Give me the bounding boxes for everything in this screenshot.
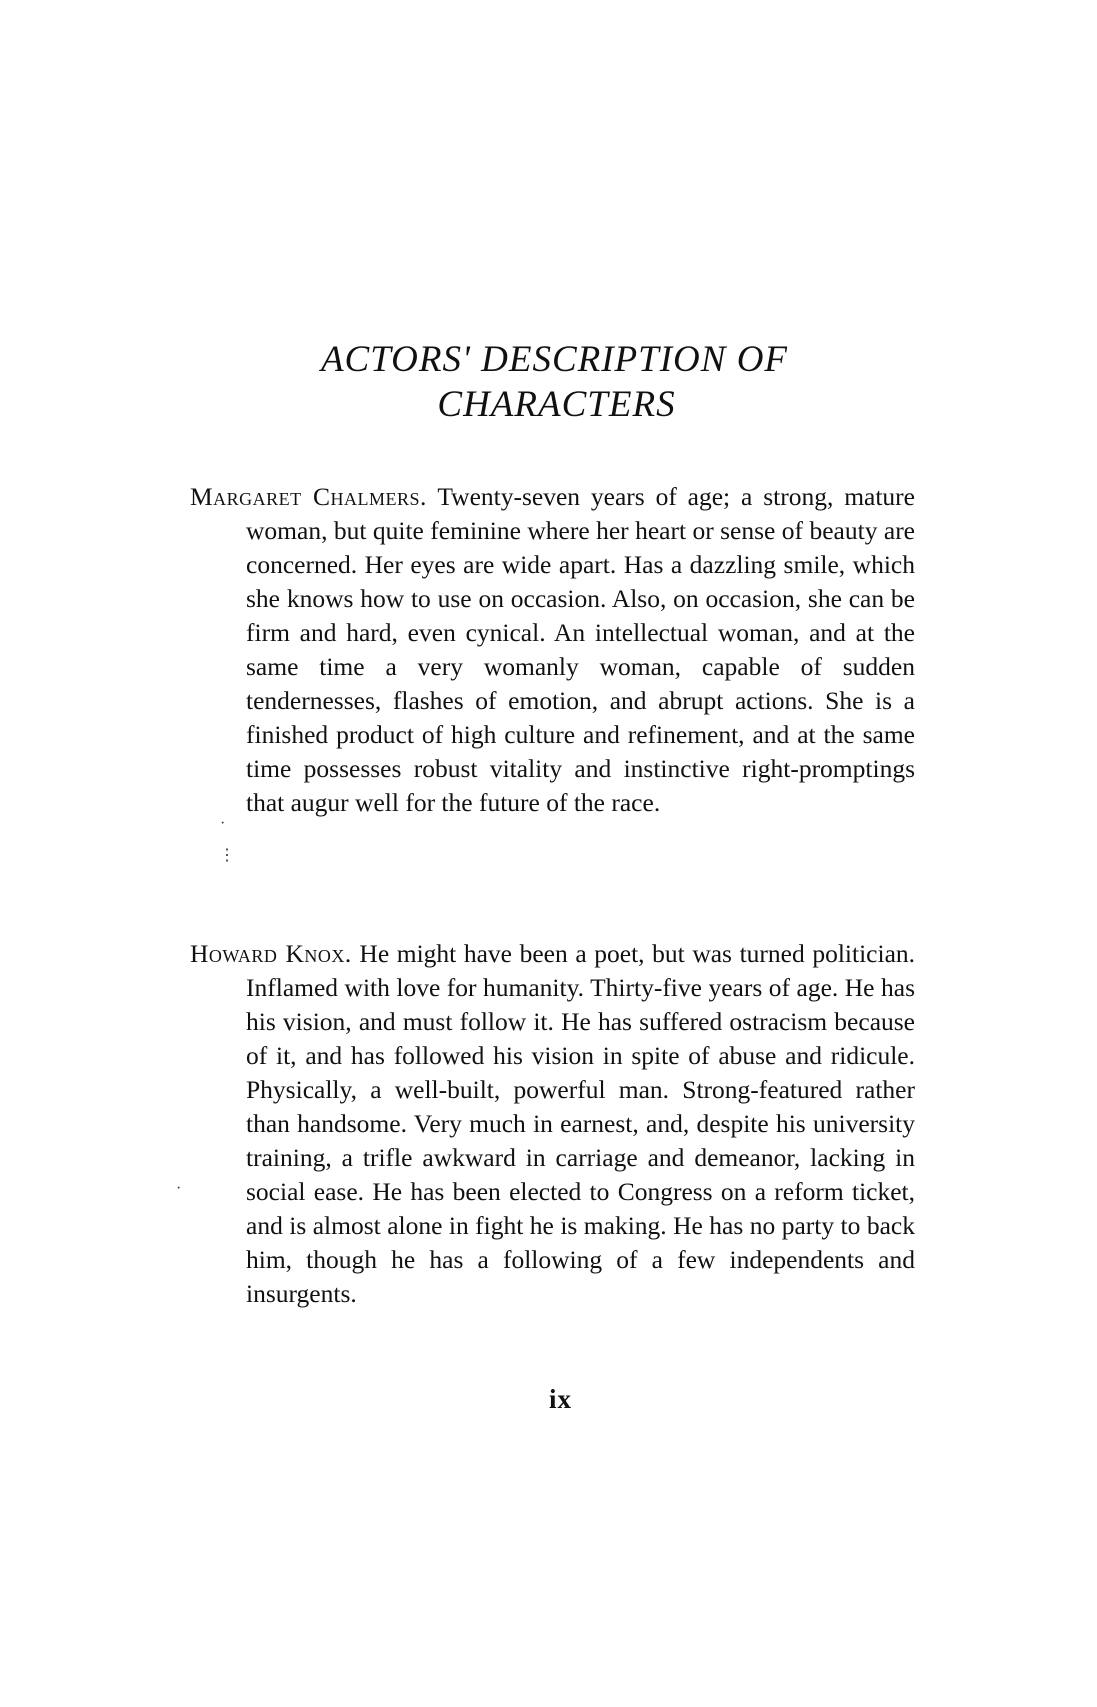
heading-line-2: CHARACTERS xyxy=(437,384,676,425)
character-name: Margaret Chalmers. xyxy=(190,481,427,511)
margin-speck: · xyxy=(176,1180,182,1197)
margin-speck: ⋮ xyxy=(219,847,235,864)
character-entry-margaret xyxy=(190,480,915,820)
page-number: ix xyxy=(548,1384,572,1414)
character-entry-howard xyxy=(190,937,915,1311)
heading-line-1: ACTORS' DESCRIPTION OF xyxy=(320,339,789,380)
margin-speck: · xyxy=(220,815,226,832)
character-description: Twenty-seven years of age; a strong, mature woman, but quite feminine where her heart or sense of beauty are concerned. Her eyes are wide apart. Has a dazzling smile, which she knows how to use on occasion. Also, on occasion, she can be firm and hard, even cynical. An intellectual woman, and at the same time a very womanly woman, capable of sudden tendernesses, flashes of emotion, and abrupt actions. She is a finished product of high culture and refinement, and at the same time possesses robust vitality and instinctive right-promptings that augur well for the future of the race. xyxy=(246,481,915,817)
character-description: He might have been a poet, but was turned politician. Inflamed with love for humanity. Thirty-five years of age. He has his vision, and must follow it. He has suffered ostracism because of it, and has followed his vision in spite of abuse and ridicule. Physically, a well-built, powerful man. Strong-featured rather than handsome. Very much in earnest, and, despite his university training, a trifle awkward in carriage and demeanor, lacking in social ease. He has been elected to Congress on a reform ticket, and is almost alone in fight he is making. He has no party to back him, though he has a following of a few independents and insurgents. xyxy=(246,938,916,1308)
character-name: Howard Knox. xyxy=(190,938,352,968)
